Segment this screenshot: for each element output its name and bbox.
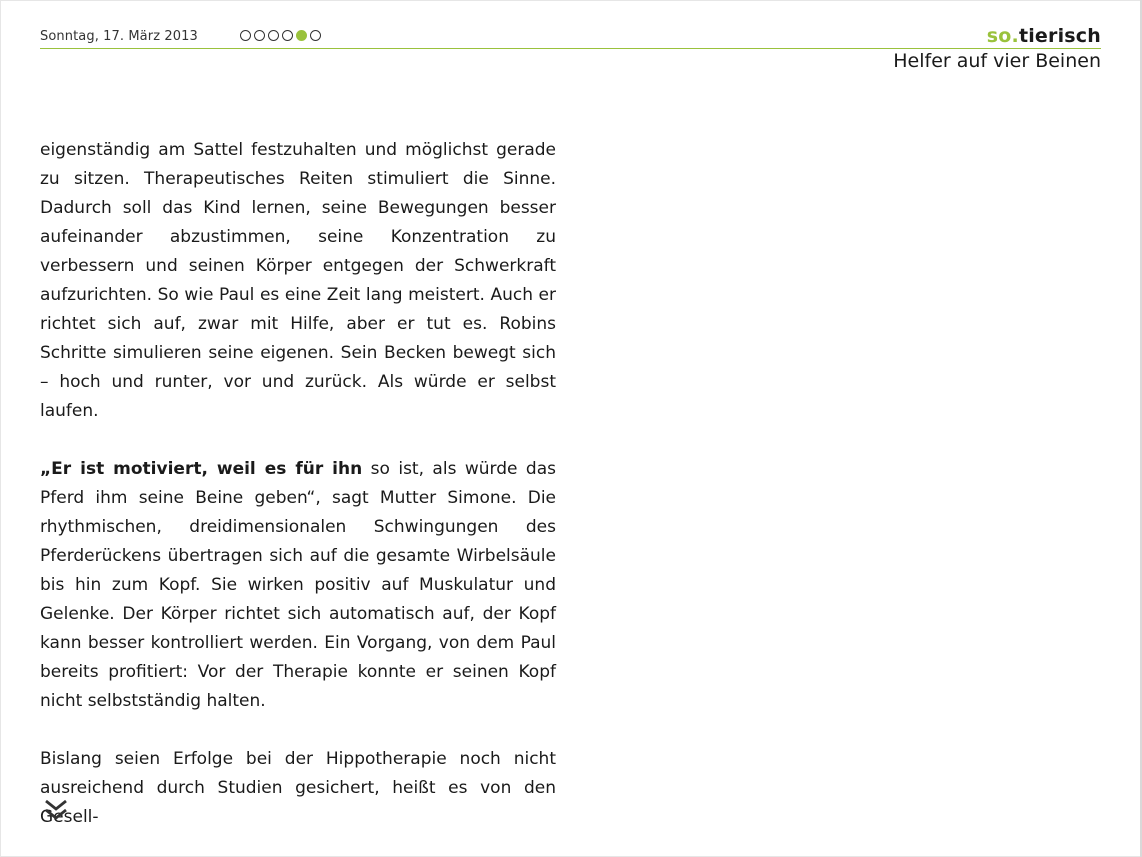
page-dot-6[interactable] <box>310 30 321 41</box>
page-dot-1[interactable] <box>240 30 251 41</box>
header-rule <box>40 48 1101 49</box>
brand-name: tierisch <box>1018 25 1101 47</box>
article-body <box>40 136 556 832</box>
article-paragraph-3: Bislang seien Erfolge bei der Hippotherapie noch nicht ausreichend durch Studien gesichert, heißt es von den Gesell- <box>40 749 556 827</box>
paragraph-lead: „Er ist motiviert, weil es für ihn <box>40 459 363 479</box>
page-dot-4[interactable] <box>282 30 293 41</box>
page-dot-3[interactable] <box>268 30 279 41</box>
double-chevron-down-icon[interactable] <box>43 796 69 824</box>
paragraph-2-text: so ist, als würde das Pferd ihm seine Beine geben“, sagt Mutter Simone. Die rhythmischen, dreidimensionalen Schwingungen des Pferderückens übertragen sich auf die gesamte Wirbelsäule bis hin zum Kopf. Sie wirken positiv auf Muskulatur und Gelenke. Der Körper richtet sich automatisch auf, der Kopf kann besser kontrolliert werden. Ein Vorgang, von dem Paul bereits profitiert: Vor der Therapie konnte er seinen Kopf nicht selbstständig halten. <box>40 459 557 711</box>
page-header <box>40 26 1101 50</box>
brand-prefix: so. <box>986 25 1019 47</box>
article-paragraph-2 <box>40 455 556 716</box>
section-subtitle: Helfer auf vier Beinen <box>893 50 1101 72</box>
page-dot-5-active[interactable] <box>296 30 307 41</box>
page-dot-2[interactable] <box>254 30 265 41</box>
issue-date: Sonntag, 17. März 2013 <box>40 29 198 44</box>
section-brand <box>987 25 1101 47</box>
page-indicator[interactable] <box>240 30 321 41</box>
article-paragraph-1: eigenständig am Sattel festzuhalten und möglichst gerade zu sitzen. Therapeutisches Reiten stimuliert die Sinne. Dadurch soll das Kind lernen, seine Bewegungen besser aufeinander abzustimmen, seine Konzentration zu verbessern und seinen Körper entgegen der Schwerkraft aufzurichten. So wie Paul es eine Zeit lang meistert. Auch er richtet sich auf, zwar mit Hilfe, aber er tut es. Robins Schritte simulieren seine eigenen. Sein Becken bewegt sich – hoch und runter, vor und zurück. Als würde er selbst laufen. <box>40 140 556 421</box>
